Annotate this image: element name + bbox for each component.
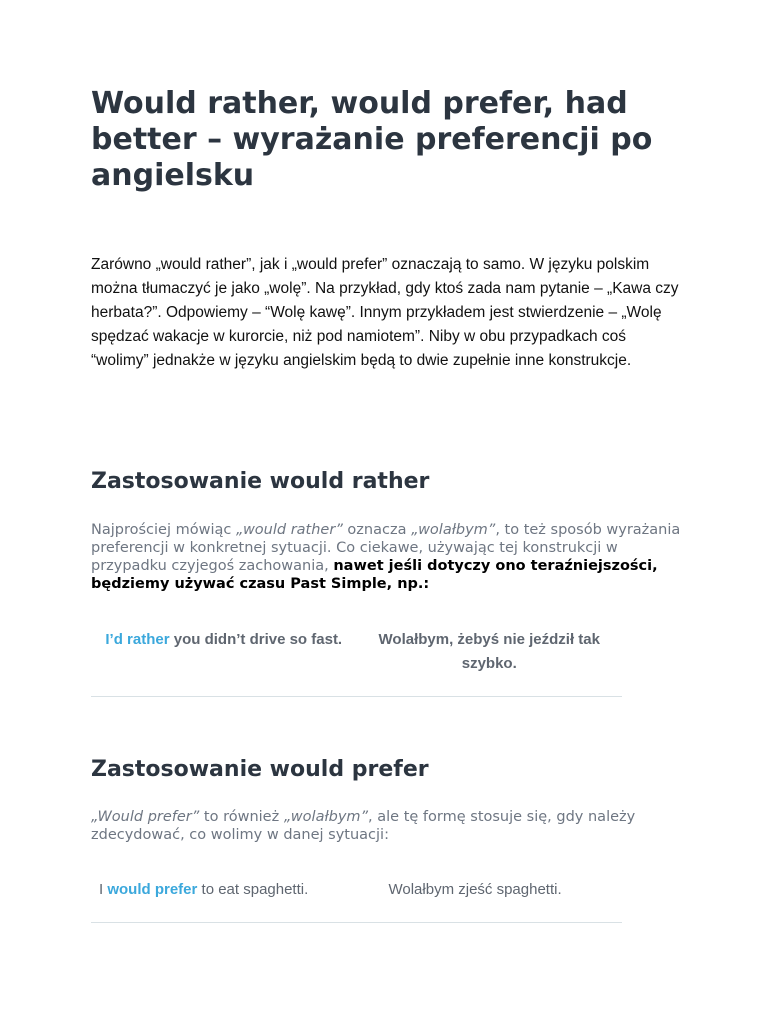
paragraph-text: oznacza [342,522,412,538]
example-english-cell [91,872,357,922]
page-title: Would rather, would prefer, had better – wyrażanie preferencji po angielsku [91,86,653,193]
example-polish-cell: Wolałbym, żebyś nie jeździł tak szybko. [378,631,600,672]
section-heading-would-prefer: Zastosowanie would prefer [91,757,429,782]
term-would-prefer: „Would prefer” [91,809,200,825]
would-rather-paragraph [91,521,691,593]
example-table-would-prefer [91,872,622,923]
example-text: I [99,881,108,898]
highlight-phrase: I’d rather [105,631,170,648]
highlight-phrase: would prefer [107,881,198,898]
intro-paragraph: Zarówno „would rather”, jak i „would prefer” oznaczają to samo. W języku polskim można tłumaczyć je jako „wolę”. Na przykład, gdy ktoś zada nam pytanie – „Kawa czy herbata?”. Odpowiemy – “Wolę kawę”. Innym przykładem jest stwierdzenie – „Wolę spędzać wakacje w kurorcie, niż pod namiotem”. Niby w obu przypadkach coś “wolimy” jednakże w języku angielskim będą to dwie zupełnie inne konstrukcje. [91,256,679,369]
example-english-cell [91,622,357,696]
paragraph-text: Najprościej mówiąc [91,522,236,538]
paragraph-text: , to też sposób wyrażania preferencji w konkretnej sytuacji. Co ciekawe, używając tej konstrukcji w przypadku czyjegoś zachowania, [91,522,681,574]
example-text: to eat spaghetti. [197,881,309,898]
term-would-rather: „would rather” [235,522,343,538]
paragraph-text: , ale tę formę stosuje się, gdy należy zdecydować, co wolimy w danej sytuacji: [91,809,636,843]
paragraph-text: to również [199,809,284,825]
example-text: you didn’t drive so fast. [169,631,343,648]
example-table-would-rather [91,622,622,697]
would-prefer-paragraph [91,808,691,844]
bold-rule-text: nawet jeśli dotyczy ono teraźniejszości, będziemy używać czasu Past Simple, np.: [91,558,658,592]
translation-wolalbym: „wolałbym” [411,522,496,538]
section-heading-would-rather: Zastosowanie would rather [91,469,430,494]
example-polish-cell: Wolałbym zjeść spaghetti. [388,881,562,898]
translation-wolalbym: „wolałbym” [283,809,369,825]
